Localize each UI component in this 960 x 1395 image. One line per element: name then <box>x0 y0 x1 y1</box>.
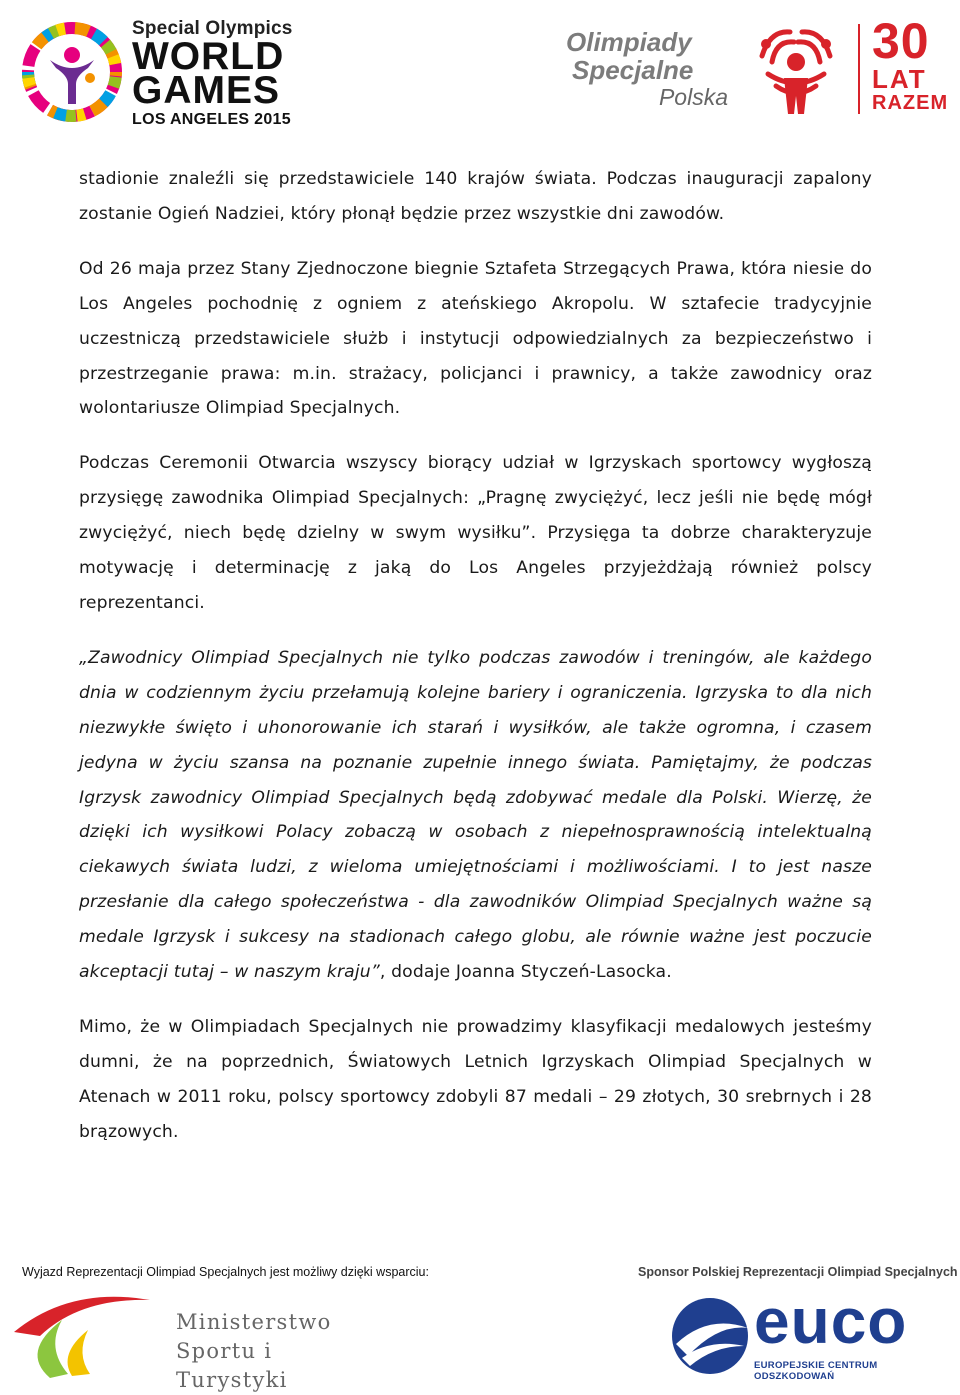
special-olympics-emblem-icon <box>750 22 842 118</box>
quote-attribution: , dodaje Joanna Styczeń-Lasocka. <box>379 962 672 983</box>
anniversary-line1: LAT <box>872 64 927 94</box>
olimpiady-line2: Specjalne <box>572 55 694 85</box>
ministry-line2: Sportu i Turystyki <box>176 1339 288 1392</box>
olimpiady-line1: Olimpiady <box>566 27 692 57</box>
olimpiady-line3: Polska <box>658 84 728 110</box>
world-games-line2: GAMES <box>132 69 281 112</box>
ministry-line1: Ministerstwo <box>176 1310 332 1334</box>
world-games-line1: WORLD <box>132 35 285 78</box>
page-header <box>0 0 960 150</box>
closing-paragraph: Mimo, że w Olimpiadach Specjalnych nie prowadzimy klasyfikacji medalowych jesteśmy dumni, że na poprzednich, Światowych Letnich Igrzyskach Olimpiad Specjalnych w Atenach w 2011 roku, polscy sportowcy zdobyli 87 medali – 29 złotych, 30 srebrnych i 28 brązowych. <box>79 1016 872 1142</box>
world-games-sub: LOS ANGELES 2015 <box>132 111 291 128</box>
anniversary-number: 30 <box>872 13 930 69</box>
euco-wordmark: euco <box>754 1285 908 1357</box>
paragraph-2: Od 26 maja przez Stany Zjednoczone biegnie Sztafeta Strzegących Prawa, która niesie do Los Angeles pochodnię z ogniem z ateńskiego Akropolu. W sztafecie tradycyjnie uczestniczą przedstawiciele służb i instytucji odpowiedzialnych za bezpieczeństwo i przestrzeganie prawa: m.in. strażacy, policjanci i prawnicy, a także zawodnicy oraz wolontariusze Olimpiad Specjalnych. <box>79 258 872 419</box>
world-games-logo <box>20 18 300 130</box>
quote-paragraph <box>79 641 872 990</box>
header-divider <box>858 24 860 114</box>
sponsor-note: Sponsor Polskiej Reprezentacji Olimpiad Specjalnych <box>638 1265 958 1279</box>
paragraph-1: stadionie znaleźli się przedstawiciele 140 krajów świata. Podczas inauguracji zapalony zostanie Ogień Nadziei, który płonął będzie przez wszystkie dni zawodów. <box>79 169 872 224</box>
ministry-swoosh-icon <box>10 1292 160 1380</box>
ministry-logo <box>10 1292 370 1392</box>
support-note: Wyjazd Reprezentacji Olimpiad Specjalnych jest możliwy dzięki wsparciu: <box>22 1265 429 1279</box>
world-games-top: Special Olympics <box>132 18 293 39</box>
paragraph-3: Podczas Ceremonii Otwarcia wszyscy biorący udział w Igrzyskach sportowcy wygłoszą przysięgę zawodnika Olimpiad Specjalnych: „Pragnę zwyciężyć, lecz jeśli nie będę mógł zwyciężyć, niech będę dzielny w swym wysiłku”. Przysięga ta dobrze charakteryzuje motywację i determinację z jaką do Los Angeles przyjeżdżają również polscy reprezentanci. <box>79 453 872 613</box>
article-body <box>79 162 872 1170</box>
euco-subtitle: EUROPEJSKIE CENTRUM ODSZKODOWAŃ <box>754 1360 878 1382</box>
anniversary-line2: RAZEM <box>872 92 949 114</box>
euco-globe-icon <box>668 1294 752 1378</box>
quote-text: „Zawodnicy Olimpiad Specjalnych nie tylko podczas zawodów i treningów, ale każdego dnia w codziennym życiu przełamują kolejne bariery i ograniczenia. Igrzyska to dla nich niezwykłe święto i uhonorowanie ich starań i wysiłków, ale także ogromna, i czasem jedyna w życiu szansa na poznanie zupełnie innego świata. Pamiętajmy, że podczas Igrzysk zawodnicy Olimpiad Specjalnych będą zdobywać medale dla Polski. Wierzę, że dzięki ich wysiłkowi Polacy zobaczą w osobach z niepełnosprawnością intelektualną ciekawych świata ludzi, z wieloma umiejętnościami i możliwościami. I to jest nasze przesłanie dla całego społeczeństwa - dla zawodników Olimpiad Specjalnych ważne są medale Igrzysk i sukcesy na stadionach całego globu, ale równie ważne jest poczucie akceptacji tutaj – w naszym kraju” <box>79 647 872 983</box>
world-games-ring-icon <box>20 20 124 124</box>
olimpiady-specjalne-logo <box>566 28 736 110</box>
euco-logo <box>668 1285 958 1382</box>
anniversary-badge <box>872 13 956 114</box>
